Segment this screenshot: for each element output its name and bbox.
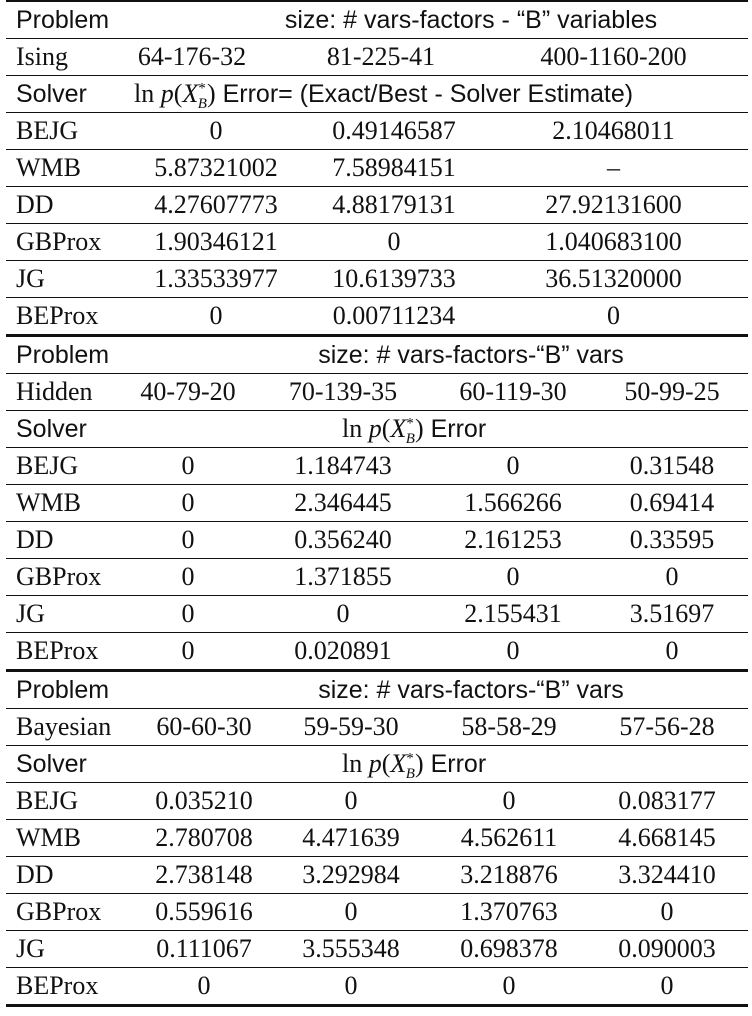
value-cell: 2.161253 xyxy=(464,525,562,554)
solver-name: DD xyxy=(16,525,54,554)
value-cell: 2.780708 xyxy=(155,823,253,852)
value-cell: 3.51697 xyxy=(629,599,715,628)
problem-header-row xyxy=(6,2,748,39)
size-header: size: # vars-factors-“B” vars xyxy=(318,341,624,369)
table-row xyxy=(6,857,748,894)
solver-name: WMB xyxy=(16,488,81,517)
problem-name: Bayesian xyxy=(16,712,112,741)
table-row xyxy=(6,150,748,187)
table-row xyxy=(6,783,748,820)
problem-label: Problem xyxy=(16,676,110,704)
size-header: size: # vars-factors-“B” vars xyxy=(318,676,624,704)
solver-name: BEProx xyxy=(16,971,99,1000)
value-cell: 1.371855 xyxy=(294,562,392,591)
table-bayesian xyxy=(6,670,748,1005)
value-cell: 0 xyxy=(665,562,679,591)
table-hidden xyxy=(6,335,748,670)
error-header-text: Error xyxy=(423,415,487,443)
problem-name: Ising xyxy=(16,42,68,71)
value-cell: 0 xyxy=(209,301,223,330)
problem-name: Hidden xyxy=(16,377,93,406)
table-row xyxy=(6,113,748,150)
problem-header-row xyxy=(6,337,748,374)
solver-header-row xyxy=(6,76,748,113)
solver-name: GBProx xyxy=(16,897,102,926)
size-header: size: # vars-factors - “B” variables xyxy=(284,6,658,34)
value-cell: 0 xyxy=(344,786,358,815)
value-cell: 0 xyxy=(502,971,516,1000)
value-cell: 3.218876 xyxy=(460,860,558,889)
solver-name: BEJG xyxy=(16,451,79,480)
solver-name: GBProx xyxy=(16,562,102,591)
table-row xyxy=(6,522,748,559)
value-cell: 36.51320000 xyxy=(545,264,682,293)
value-cell: 0 xyxy=(607,301,620,330)
value-cell: 0.356240 xyxy=(294,525,392,554)
value-cell: 0 xyxy=(197,971,211,1000)
value-cell: 4.562611 xyxy=(460,823,558,852)
value-cell: 4.88179131 xyxy=(332,190,456,219)
value-cell: 1.370763 xyxy=(460,897,558,926)
value-cell: 0 xyxy=(387,227,401,256)
bottom-rule xyxy=(6,1005,748,1007)
value-cell: 3.324410 xyxy=(618,860,716,889)
value-cell: 0.698378 xyxy=(460,934,558,963)
value-cell: 0.00711234 xyxy=(332,301,456,330)
ln-p-xb-formula: $\ln p(X^*_B)$ xyxy=(134,79,216,113)
problem-label: Problem xyxy=(16,6,110,34)
value-cell: 0.33595 xyxy=(629,525,715,554)
value-cell: 0 xyxy=(336,599,350,628)
value-cell: 0.559616 xyxy=(155,897,253,926)
table-row xyxy=(6,187,748,224)
solver-name: WMB xyxy=(16,153,81,182)
value-cell: 0 xyxy=(181,562,195,591)
size-cell: 64-176-32 xyxy=(137,42,247,71)
value-cell: 0 xyxy=(502,786,516,815)
solver-name: WMB xyxy=(16,823,81,852)
value-cell: – xyxy=(607,153,620,182)
value-cell: 1.184743 xyxy=(294,451,392,480)
solver-name: BEProx xyxy=(16,301,99,330)
value-cell: 0.090003 xyxy=(618,934,716,963)
solver-name: DD xyxy=(16,860,54,889)
ln-p-xb-formula: $\ln p(X^*_B)$ xyxy=(342,414,424,448)
value-cell: 27.92131600 xyxy=(545,190,682,219)
table-row xyxy=(6,448,748,485)
problem-label: Problem xyxy=(16,341,110,369)
value-cell: 0 xyxy=(506,451,520,480)
size-cell: 40-79-20 xyxy=(140,377,236,406)
value-cell: 3.292984 xyxy=(302,860,400,889)
results-tables xyxy=(6,0,748,1007)
value-cell: 1.90346121 xyxy=(154,227,278,256)
value-cell: 2.10468011 xyxy=(552,116,675,145)
size-cell: 60-119-30 xyxy=(459,377,567,406)
value-cell: 0.49146587 xyxy=(332,116,456,145)
table-row xyxy=(6,968,748,1005)
value-cell: 0 xyxy=(660,897,674,926)
size-cell: 50-99-25 xyxy=(624,377,720,406)
value-cell: 0 xyxy=(660,971,674,1000)
value-cell: 1.33533977 xyxy=(154,264,278,293)
size-cell: 81-225-41 xyxy=(326,42,436,71)
value-cell: 0.083177 xyxy=(618,786,716,815)
solver-name: BEJG xyxy=(16,786,79,815)
solver-label: Solver xyxy=(16,750,87,778)
table-row xyxy=(6,820,748,857)
value-cell: 0 xyxy=(665,636,679,665)
solver-name: JG xyxy=(16,934,45,963)
table-row xyxy=(6,298,748,335)
solver-name: BEProx xyxy=(16,636,99,665)
value-cell: 0 xyxy=(506,636,520,665)
sizes-row xyxy=(6,374,748,411)
value-cell: 5.87321002 xyxy=(154,153,278,182)
value-cell: 7.58984151 xyxy=(332,153,456,182)
value-cell: 0 xyxy=(506,562,520,591)
size-cell: 57-56-28 xyxy=(619,712,715,741)
table-row xyxy=(6,485,748,522)
size-cell: 70-139-35 xyxy=(288,377,398,406)
table-row xyxy=(6,931,748,968)
size-cell: 400-1160-200 xyxy=(540,42,687,71)
table-row xyxy=(6,261,748,298)
table-row xyxy=(6,596,748,633)
ln-p-xb-formula: $\ln p(X^*_B)$ xyxy=(342,749,424,783)
problem-header-row xyxy=(6,672,748,709)
size-cell: 59-59-30 xyxy=(303,712,399,741)
value-cell: 0 xyxy=(181,599,195,628)
solver-label: Solver xyxy=(16,80,87,108)
error-header-text: Error= (Exact/Best - Solver Estimate) xyxy=(215,80,634,108)
value-cell: 3.555348 xyxy=(302,934,400,963)
solver-label: Solver xyxy=(16,415,87,443)
value-cell: 0 xyxy=(181,451,195,480)
solver-name: JG xyxy=(16,264,45,293)
value-cell: 0 xyxy=(344,897,358,926)
value-cell: 2.155431 xyxy=(464,599,562,628)
table-row xyxy=(6,559,748,596)
solver-name: JG xyxy=(16,599,45,628)
size-cell: 58-58-29 xyxy=(461,712,557,741)
table-row xyxy=(6,224,748,261)
error-header-text: Error xyxy=(423,750,487,778)
value-cell: 10.6139733 xyxy=(332,264,456,293)
value-cell: 2.346445 xyxy=(294,488,392,517)
error-header xyxy=(342,411,672,447)
value-cell: 4.668145 xyxy=(618,823,716,852)
value-cell: 0 xyxy=(344,971,358,1000)
table-row xyxy=(6,633,748,670)
value-cell: 0.035210 xyxy=(155,786,253,815)
table-row xyxy=(6,894,748,931)
error-header xyxy=(134,76,748,112)
value-cell: 0 xyxy=(181,488,195,517)
value-cell: 1.040683100 xyxy=(545,227,682,256)
sizes-row xyxy=(6,709,748,746)
table-ising xyxy=(6,0,748,335)
solver-header-row xyxy=(6,746,748,783)
error-header xyxy=(342,746,672,782)
solver-name: DD xyxy=(16,190,54,219)
value-cell: 0 xyxy=(181,525,195,554)
value-cell: 0 xyxy=(209,116,223,145)
solver-name: GBProx xyxy=(16,227,102,256)
value-cell: 0.111067 xyxy=(156,934,252,963)
value-cell: 2.738148 xyxy=(155,860,253,889)
value-cell: 4.27607773 xyxy=(154,190,278,219)
value-cell: 4.471639 xyxy=(302,823,400,852)
value-cell: 1.566266 xyxy=(464,488,562,517)
solver-name: BEJG xyxy=(16,116,79,145)
value-cell: 0.31548 xyxy=(629,451,715,480)
size-cell: 60-60-30 xyxy=(156,712,252,741)
sizes-row xyxy=(6,39,748,76)
solver-header-row xyxy=(6,411,748,448)
value-cell: 0.69414 xyxy=(629,488,715,517)
value-cell: 0.020891 xyxy=(294,636,392,665)
value-cell: 0 xyxy=(181,636,195,665)
